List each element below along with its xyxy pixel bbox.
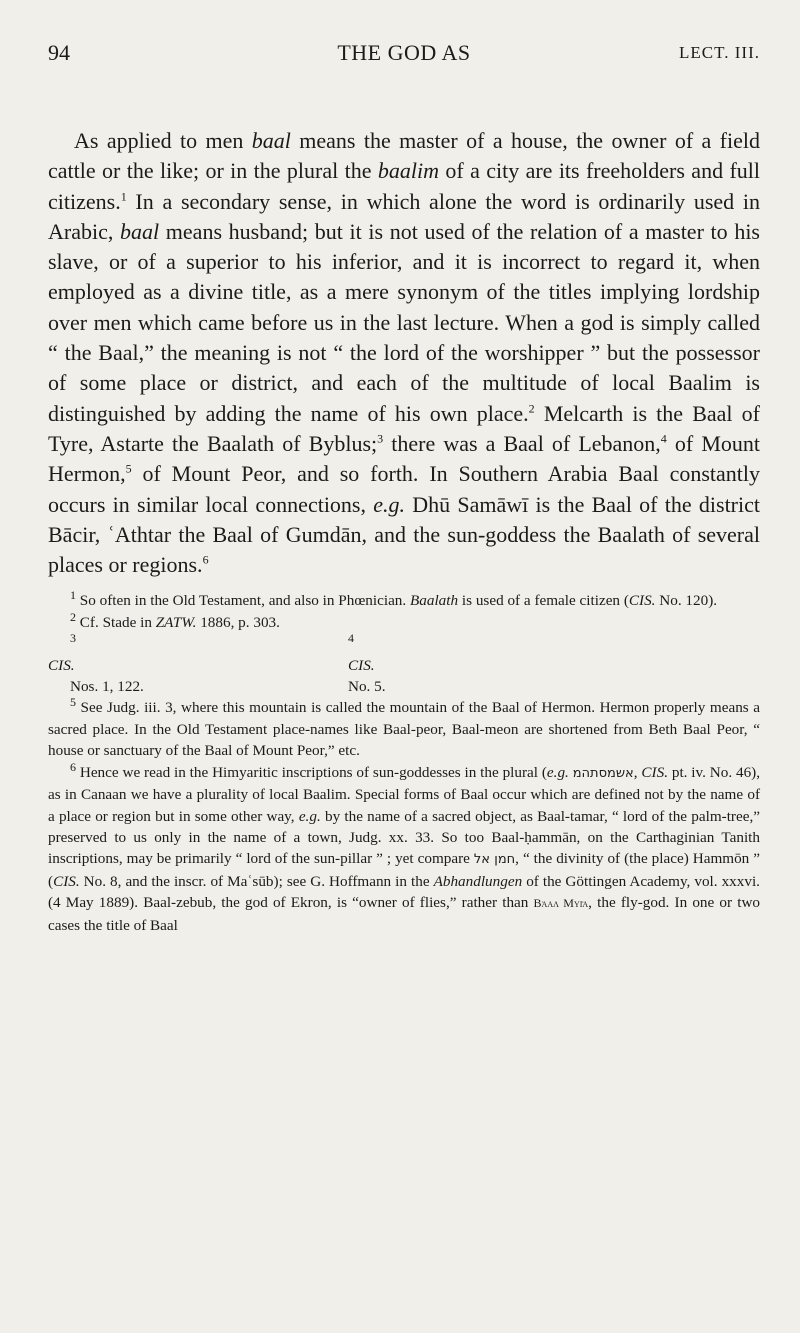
text-run: of Mount Peor, and so forth. In Southern Arabia Baal constantly occurs in similar local connections,: [48, 461, 760, 517]
main-text: [48, 126, 760, 580]
footnote-1: [48, 590, 760, 611]
running-title: THE GOD AS: [337, 40, 471, 65]
italic-term: baal: [120, 218, 160, 244]
text-run: See Judg. iii. 3, where this mountain is called the mountain of the Baal of Hermon. Hermon properly means a sacred place. In the Old Testament place-names like Baal-peor, Baal-meon are shortened from Beth Baal Peor, “ house or sanctuary of the Baal of Mount Peor,” etc.: [48, 699, 760, 760]
italic-term: e.g.: [546, 763, 569, 781]
italic-term: CIS.: [48, 656, 75, 674]
italic-term: e.g.: [298, 807, 321, 825]
italic-term: CIS.: [641, 763, 668, 781]
italic-term: e.g.: [373, 491, 406, 517]
footnote-row-3-4: [48, 633, 760, 697]
text-run: ,: [633, 763, 642, 781]
footnote-ref: 3: [377, 431, 384, 446]
text-run: is used of a female citizen (: [458, 592, 629, 610]
italic-term: Baalath: [410, 592, 459, 610]
text-run: , “ the divinity of (the place) Hammōn ” (: [48, 850, 760, 890]
text-run: by the name of a sacred object, as Baal-tamar, “ lord of the palm-tree,” preserved to us only in the name of a town, Judg. xx. 33. So too Baal-ḥammān, on the Carthaginian Tanith inscriptions, may be primarily “ lord of the sun-pillar ” ; yet compare: [48, 807, 760, 868]
italic-term: CIS.: [628, 592, 656, 610]
footnote-2: [48, 609, 760, 633]
text-run: Hence we read in the Himyaritic inscriptions of sun-goddesses in the plural (: [76, 763, 547, 781]
footnote-number: 2: [70, 609, 76, 624]
footnote-5: [48, 697, 760, 761]
footnote-ref: 6: [202, 552, 209, 567]
footnote-number: 1: [70, 588, 76, 603]
text-run: of a city are its freeholders and full citizens.: [48, 158, 760, 214]
text-run: means husband; but it is not used of the relation of a master to his slave, or of a superior to his inferior, and it is incorrect to regard it, when employed as a divine title, as a mere synonym of the titles implying lordship over men which came before us in the last lecture. When a god is simply called “ the Baal,” the meaning is not “ the lord of the worshipper ” but the possessor of some place or district, and each of the multitude of local Baalim is distinguished by adding the name of his own place.: [48, 218, 760, 426]
text-run: Cf. Stade in: [76, 613, 156, 631]
text-run: there was a Baal of Lebanon,: [383, 430, 661, 456]
text-run: No. 8, and the inscr. of Maʿsūb); see G. Hoffmann in the: [79, 872, 434, 890]
footnote-6: [48, 759, 761, 936]
page-number: 94: [48, 40, 70, 65]
hebrew-word: אשמסתהמ: [572, 765, 634, 781]
italic-term: ZATW.: [155, 613, 197, 631]
text-run: So often in the Old Testament, and also in Phœnician.: [76, 592, 410, 610]
text-run: In a secondary sense, in which alone the word is ordinarily used in Arabic,: [48, 188, 760, 244]
italic-term: CIS.: [53, 872, 80, 890]
text-run: No. 120).: [655, 592, 718, 610]
footnote-number: 6: [70, 759, 76, 774]
text-run: As applied to men: [74, 128, 252, 153]
footnote-ref: 5: [125, 461, 132, 476]
text-run: pt. iv. No. 46), as in Canaan we have a plurality of local Baalim. Special forms of Baal occur which are defined not by the name of a place or region but in some other way,: [48, 763, 761, 825]
running-header: [48, 40, 760, 80]
footnote-ref: 1: [120, 189, 127, 204]
text-run: of the Göttingen Academy, vol. xxxvi. (4 May 1889). Baal-zebub, the god of Ekron, is “owner of flies,” rather than: [48, 872, 760, 912]
hebrew-word: חמן אל: [473, 852, 516, 868]
text-run: , the fly-god. In one or two cases the title of Baal: [48, 894, 761, 934]
text-run: No. 5.: [348, 678, 386, 696]
footnote-4: [348, 633, 386, 697]
text-run: 1886, p. 303.: [196, 613, 280, 631]
footnote-number: 4: [348, 631, 354, 646]
footnote-ref: 2: [528, 401, 535, 416]
book-page: [48, 40, 760, 936]
footnote-3: [48, 633, 348, 697]
greek-word: Βάαλ Μυῖα: [533, 896, 589, 911]
text-run: Melcarth is the Baal of Tyre, Astarte the Baalath of Byblus;: [48, 400, 760, 456]
text-run: of Mount Hermon,: [48, 430, 760, 487]
footnote-number: 3: [70, 631, 76, 646]
text-run: Dhū Samāwī is the Baal of the district Bācir, ʿAthtar the Baal of Gumdān, and the sun-goddess the Baalath of several places or regions.: [48, 491, 760, 578]
italic-term: baalim: [377, 158, 439, 184]
lecture-label: LECT. III.: [679, 43, 760, 62]
text-run: means the master of a house, the owner of a field cattle or the like; or in the plural the: [48, 128, 760, 184]
body-paragraph: [48, 126, 760, 580]
footnote-ref: 4: [660, 431, 667, 446]
italic-term: CIS.: [348, 656, 375, 674]
italic-term: baal: [251, 128, 291, 153]
text-run: Nos. 1, 122.: [70, 678, 144, 696]
footnote-number: 5: [70, 695, 76, 710]
footnotes: [48, 590, 760, 936]
italic-term: Abhandlungen: [433, 872, 523, 890]
